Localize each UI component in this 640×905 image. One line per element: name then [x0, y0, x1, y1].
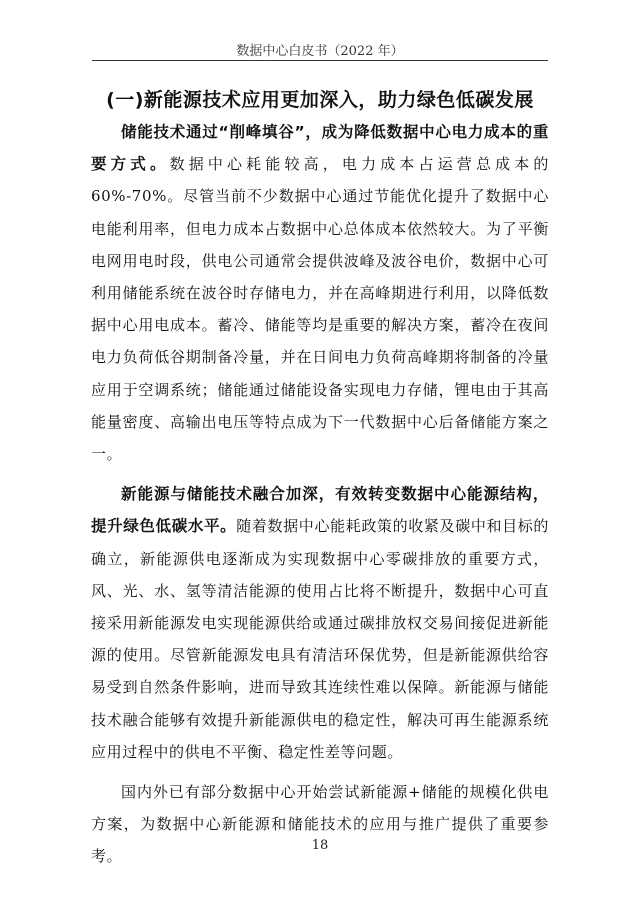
- section-title: (一)新能源技术应用更加深入，助力绿色低碳发展: [106, 89, 534, 111]
- body-text: [91, 116, 549, 881]
- paragraph-pilot-projects: [91, 776, 549, 873]
- paragraph-new-energy: [91, 478, 549, 768]
- running-header: 数据中心白皮书（2022 年）: [236, 44, 404, 59]
- paragraph-energy-storage: [91, 116, 549, 470]
- paragraph-body-text: 数据中心耗能较高，电力成本占运营总成本的 60%-70%。尽管当前不少数据中心通过节能优化提升了数据中心电能利用率，但电力成本占数据中心总体成本依然较大。为了平衡电网用电时段，供电公司通常会提供波峰及波谷电价，数据中心可利用储能系统在波谷时存储电力，并在高峰期进行利用，以降低数据中心用电成本。蓄冷、储能等均是重要的解决方案，蓄冷在夜间电力负荷低谷期制备冷量，并在日间电力负荷高峰期将制备的冷量应用于空调系统；储能通过储能设备实现电力存储，锂电由于其高能量密度、高输出电压等特点成为下一代数据中心后备储能方案之一。: [91, 155, 549, 464]
- paragraph-body-text: 随着数据中心能耗政策的收紧及碳中和目标的确立，新能源供电逐渐成为实现数据中心零碳排放的重要方式，风、光、水、氢等清洁能源的使用占比将不断提升，数据中心可直接采用新能源发电实现能源供给或通过碳排放权交易间接促进新能源的使用。尽管新能源发电具有清洁环保优势，但是新能源供给容易受到自然条件影响，进而导致其连续性难以保障。新能源与储能技术融合能够有效提升新能源供电的稳定性，解决可再生能源系统应用过程中的供电不平衡、稳定性差等问题。: [91, 517, 549, 761]
- paragraph-lead-sentence: 储能技术通过“削峰填谷”，成为降低数据中心电力成本的重要方式。: [91, 123, 549, 174]
- header-divider: [92, 60, 548, 61]
- page-number: 18: [311, 838, 329, 853]
- paragraph-lead-sentence: 新能源与储能技术融合加深，有效转变数据中心能源结构，提升绿色低碳水平。: [91, 485, 549, 536]
- paragraph-body-text: 国内外已有部分数据中心开始尝试新能源+储能的规模化供电方案，为数据中心新能源和储能技术的应用与推广提供了重要参考。: [91, 783, 549, 866]
